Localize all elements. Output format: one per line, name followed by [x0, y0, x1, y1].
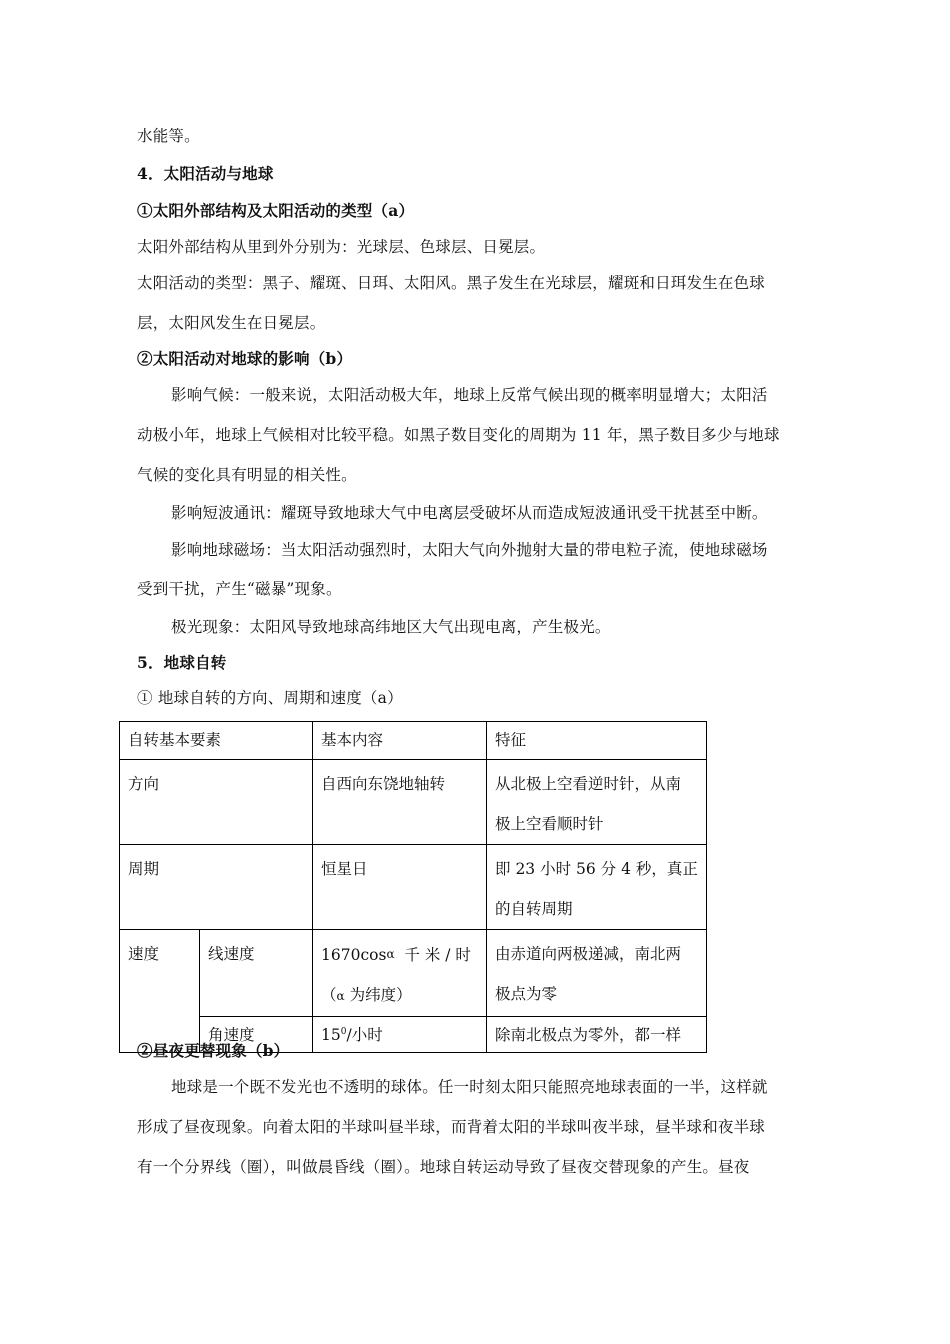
- header-cell: 特征: [487, 722, 707, 760]
- paragraph-magnetic-1: 影响地球磁场：当太阳活动强烈时，太阳大气向外抛射大量的带电粒子流，使地球磁场: [171, 541, 768, 559]
- table-header-row: [120, 722, 707, 760]
- angular-speed-feature: 除南北极点为零外，都一样: [487, 1017, 707, 1053]
- header-cell: 基本内容: [313, 722, 487, 760]
- table-row: [120, 845, 707, 930]
- linear-speed-content: [313, 930, 487, 1017]
- speed-label: 速度: [120, 930, 200, 1053]
- paragraph-climate-1: 影响气候：一般来说，太阳活动极大年，地球上反常气候出现的概率明显增大；太阳活: [171, 386, 768, 404]
- paragraph-climate-3: 气候的变化具有明显的相关性。: [137, 466, 357, 484]
- linear-speed-formula: 1670cosα 千 米 / 时: [321, 946, 471, 964]
- direction-content: 自西向东饶地轴转: [313, 760, 487, 845]
- rotation-table: [119, 721, 707, 1053]
- subheading-rotation: ① 地球自转的方向、周期和速度（a）: [137, 689, 403, 707]
- paragraph-activity-types-1: 太阳活动的类型：黑子、耀斑、日珥、太阳风。黑子发生在光球层，耀斑和日珥发生在色球: [137, 274, 766, 292]
- linear-speed-feature-line: 极点为零: [495, 985, 558, 1003]
- paragraph-solar-layers: 太阳外部结构从里到外分别为：光球层、色球层、日冕层。: [137, 238, 546, 256]
- paragraph-aurora: 极光现象：太阳风导致地球高纬地区大气出现电离，产生极光。: [171, 618, 611, 636]
- header-cell: 自转基本要素: [120, 722, 313, 760]
- subheading-day-night: ②昼夜更替现象（b）: [137, 1041, 290, 1060]
- paragraph-day-night-1: 地球是一个既不发光也不透明的球体。任一时刻太阳只能照亮地球表面的一半，这样就: [171, 1078, 768, 1096]
- period-feature-line: 即 23 小时 56 分 4 秒，真正: [495, 860, 698, 878]
- direction-feature-line: 极上空看顺时针: [495, 815, 604, 833]
- linear-speed-note: （α 为纬度）: [321, 986, 412, 1004]
- linear-speed-label: 线速度: [200, 930, 313, 1017]
- period-label: 周期: [120, 845, 313, 930]
- period-feature-line: 的自转周期: [495, 900, 573, 918]
- subheading-solar-influence: ②太阳活动对地球的影响（b）: [137, 349, 353, 368]
- section-heading-5: 5．地球自转: [137, 653, 227, 672]
- period-feature: [487, 845, 707, 930]
- direction-label: 方向: [120, 760, 313, 845]
- paragraph-day-night-2: 形成了昼夜现象。向着太阳的半球叫昼半球，而背着太阳的半球叫夜半球，昼半球和夜半球: [137, 1118, 766, 1136]
- table-row: [120, 930, 707, 1017]
- subheading-solar-structure: ①太阳外部结构及太阳活动的类型（a）: [137, 201, 415, 220]
- table-row: [120, 760, 707, 845]
- paragraph-magnetic-2: 受到干扰，产生“磁暴”现象。: [137, 580, 342, 598]
- angular-speed-value: $15^0/$小时: [313, 1017, 487, 1053]
- paragraph-day-night-3: 有一个分界线（圈），叫做晨昏线（圈）。地球自转运动导致了昼夜交替现象的产生。昼夜: [137, 1158, 750, 1176]
- section-heading-4: 4．太阳活动与地球: [137, 164, 274, 183]
- paragraph-climate-2: 动极小年，地球上气候相对比较平稳。如黑子数目变化的周期为 11 年，黑子数目多少与地球: [137, 426, 780, 444]
- linear-speed-feature: [487, 930, 707, 1017]
- direction-feature: [487, 760, 707, 845]
- direction-feature-line: 从北极上空看逆时针，从南: [495, 775, 682, 793]
- linear-speed-feature-line: 由赤道向两极递减，南北两: [495, 945, 682, 963]
- period-content: 恒星日: [313, 845, 487, 930]
- paragraph-continuation: 水能等。: [137, 127, 200, 145]
- paragraph-activity-types-2: 层，太阳风发生在日冕层。: [137, 314, 326, 332]
- paragraph-shortwave: 影响短波通讯：耀斑导致地球大气中电离层受破坏从而造成短波通讯受干扰甚至中断。: [171, 504, 768, 522]
- angular-speed-label: 角速度: [200, 1017, 313, 1053]
